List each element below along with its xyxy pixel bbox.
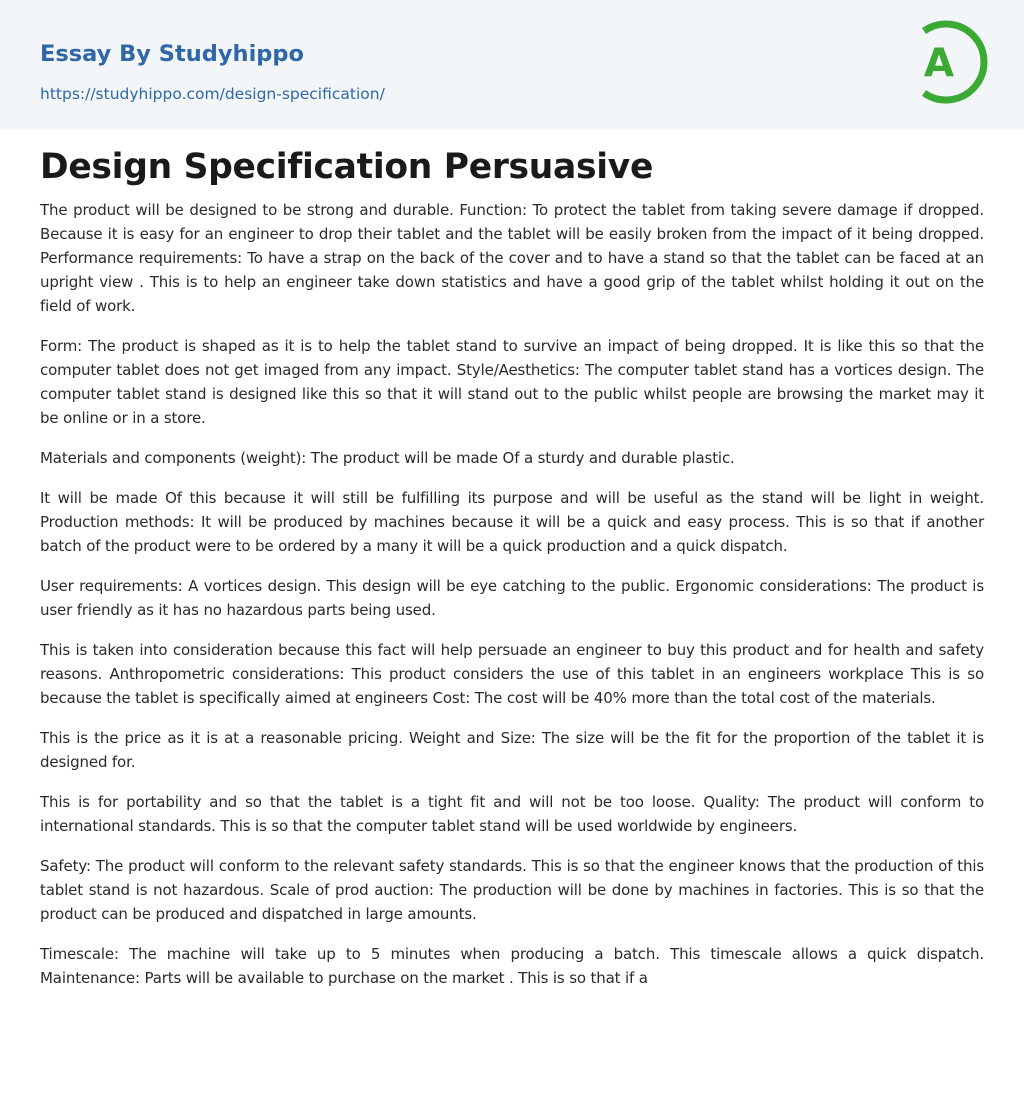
- article-paragraph: This is for portability and so that the tablet is a tight fit and will not be too loose. Quality: The product will conform to international standards. This is so that the computer tablet stand will be used worldwide by engineers.: [40, 793, 984, 835]
- site-header: [0, 0, 1024, 129]
- site-brand[interactable]: Essay By Studyhippo: [40, 41, 304, 67]
- article-body: [40, 198, 984, 990]
- page-url-link[interactable]: https://studyhippo.com/design-specification/: [40, 85, 385, 103]
- article-paragraph: Timescale: The machine will take up to 5 minutes when producing a batch. This timescale allows a quick dispatch. Maintenance: Parts will be available to purchase on the market . This is so that if a: [40, 945, 984, 987]
- article-title: Design Specification Persuasive: [40, 147, 654, 187]
- article-content: [0, 129, 1024, 990]
- article-paragraph: The product will be designed to be strong and durable. Function: To protect the tablet from taking severe damage if dropped. Because it is easy for an engineer to drop their tablet and the tablet will be easily broken from the impact of it being dropped. Performance requirements: To have a strap on the back of the cover and to have a stand so that the tablet can be faced at an upright view . This is to help an engineer take down statistics and have a good grip of the tablet whilst holding it out on the field of work.: [40, 201, 984, 315]
- article-paragraph: Safety: The product will conform to the relevant safety standards. This is so that the engineer knows that the production of this tablet stand is not hazardous. Scale of prod auction: The production will be done by machines in factories. This is so that the product can be produced and dispatched in large amounts.: [40, 857, 984, 923]
- article-paragraph: This is the price as it is at a reasonable pricing. Weight and Size: The size will be the fit for the proportion of the tablet it is designed for.: [40, 729, 984, 771]
- logo-letter: A: [923, 41, 955, 86]
- article-paragraph: This is taken into consideration because this fact will help persuade an engineer to buy this product and for health and safety reasons. Anthropometric considerations: This product considers the use of this tablet in an engineers workplace This is so because the tablet is specifically aimed at engineers Cost: The cost will be 40% more than the total cost of the materials.: [40, 641, 984, 707]
- article-paragraph: It will be made Of this because it will still be fulfilling its purpose and will be useful as the stand will be light in weight. Production methods: It will be produced by machines because it will be a quick and easy process. This is so that if another batch of the product were to be ordered by a many it will be a quick production and a quick dispatch.: [40, 489, 984, 555]
- article-paragraph: Materials and components (weight): The product will be made Of a sturdy and durable plastic.: [40, 449, 735, 467]
- studyhippo-logo-icon[interactable]: [910, 18, 988, 106]
- article-paragraph: Form: The product is shaped as it is to help the tablet stand to survive an impact of being dropped. It is like this so that the computer tablet does not get imaged from any impact. Style/Aesthetics: The computer tablet stand has a vortices design. The computer tablet stand is designed like this so that it will stand out to the public whilst people are browsing the market may it be online or in a store.: [40, 337, 984, 427]
- article-paragraph: User requirements: A vortices design. This design will be eye catching to the public. Ergonomic considerations: The product is user friendly as it has no hazardous parts being used.: [40, 577, 984, 619]
